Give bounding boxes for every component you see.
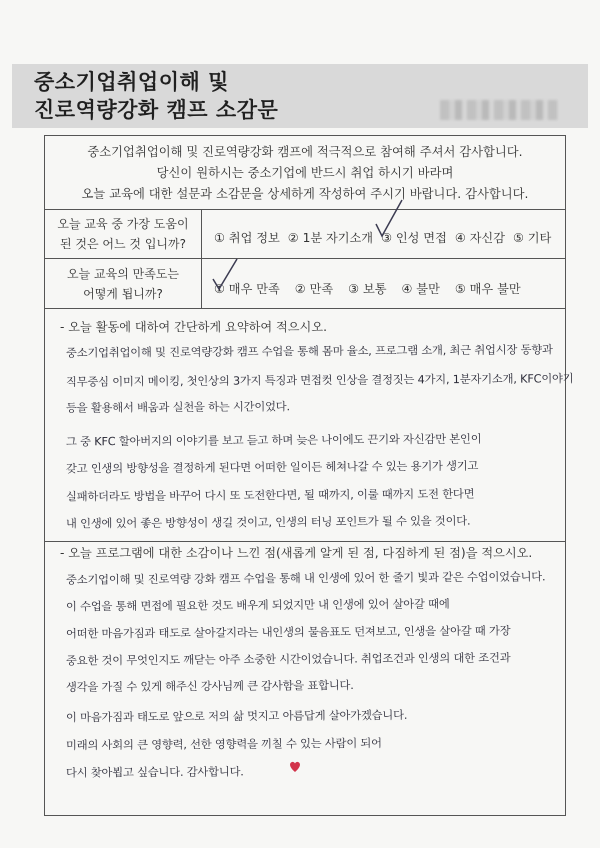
q2-option-4[interactable]: ④ 불만 bbox=[401, 282, 440, 296]
redacted-name-block bbox=[440, 100, 558, 120]
q2-label bbox=[48, 264, 198, 304]
section2-line-2: 이 수업을 통해 면접에 필요한 것도 배우게 되었지만 내 인생에 있어 살아갈 때에 bbox=[65, 597, 450, 614]
q2-label-line-2: 어떻게 됩니까? bbox=[83, 287, 163, 301]
heart-icon bbox=[288, 760, 302, 774]
intro-line-1: 중소기업취업이해 및 진로역량강화 캠프에 적극적으로 참여해 주셔서 감사합니다. bbox=[87, 145, 523, 159]
column-divider bbox=[201, 209, 202, 308]
q2-label-line-1: 오늘 교육의 만족도는 bbox=[67, 267, 179, 281]
divider bbox=[44, 308, 566, 309]
section1-line-7: 내 인생에 있어 좋은 방향성이 생길 것이고, 인생의 터닝 포인트가 될 수 있을 것이다. bbox=[65, 514, 471, 531]
q2-option-2[interactable]: ② 만족 bbox=[294, 282, 334, 296]
section2-line-7: 미래의 사회의 큰 영향력, 선한 영향력을 끼칠 수 있는 사람이 되어 bbox=[65, 736, 382, 753]
section2-title: - 오늘 프로그램에 대한 소감이나 느낀 점(새롭게 알게 된 점, 다짐하게 된 점)을 적으시오. bbox=[60, 546, 533, 560]
section1-title: - 오늘 활동에 대하여 간단하게 요약하여 적으시오. bbox=[60, 320, 327, 334]
title-line-1: 중소기업취업이해 및 bbox=[34, 70, 229, 94]
q1-option-1[interactable]: ① 취업 정보 bbox=[214, 231, 280, 245]
divider bbox=[44, 541, 566, 542]
q1-option-2[interactable]: ② 1분 자기소개 bbox=[287, 231, 374, 245]
q1-label-line-2: 된 것은 어느 것 입니까? bbox=[60, 237, 186, 251]
section2-line-5: 생각을 가질 수 있게 해주신 강사님께 큰 감사함을 표합니다. bbox=[65, 678, 354, 695]
section1-line-3: 등을 활용해서 배움과 실천을 하는 시간이었다. bbox=[65, 400, 290, 415]
section1-line-2: 직무중심 이미지 메이킹, 첫인상의 3가지 특징과 면접컷 인상을 결정짓는 4가지, 1분자기소개, KFC이야기 bbox=[65, 372, 574, 389]
q1-label-line-1: 오늘 교육 중 가장 도움이 bbox=[57, 217, 189, 231]
q2-option-3[interactable]: ③ 보통 bbox=[348, 282, 387, 296]
intro-text bbox=[44, 142, 566, 205]
title-line-2: 진로역량강화 캠프 소감문 bbox=[34, 98, 279, 122]
q1-option-3[interactable]: ③ 인성 면접 bbox=[381, 231, 447, 245]
q2-checkmark-icon bbox=[210, 255, 240, 295]
q2-options bbox=[214, 280, 560, 297]
intro-line-3: 오늘 교육에 대한 설문과 소감문을 상세하게 작성하여 주시기 바랍니다. 감사합니다. bbox=[81, 187, 529, 201]
section1-line-1: 중소기업취업이해 및 진로역량강화 캠프 수업을 통해 몸마 율소, 프로그램 소개, 최근 취업시장 동향과 bbox=[65, 343, 553, 360]
q1-option-5[interactable]: ⑤ 기타 bbox=[512, 231, 552, 245]
q2-option-5[interactable]: ⑤ 매우 불만 bbox=[454, 282, 521, 296]
q1-checkmark-icon bbox=[370, 196, 406, 240]
section2-line-1: 중소기업이해 및 진로역량 강화 캠프 수업을 통해 내 인생에 있어 한 줄기 빛과 같은 수업이었습니다. bbox=[65, 570, 546, 587]
section1-line-5: 갖고 인생의 방향성을 결정하게 된다면 어떠한 일이든 헤쳐나갈 수 있는 용기가 생기고 bbox=[65, 459, 479, 476]
section1-line-4: 그 중 KFC 할아버지의 이야기를 보고 듣고 하며 늦은 나이에도 끈기와 자신감만 본인이 bbox=[65, 432, 482, 449]
q1-label bbox=[48, 214, 198, 254]
section2-line-6: 이 마음가짐과 태도로 앞으로 저의 삶 멋지고 아름답게 살아가겠습니다. bbox=[65, 708, 408, 725]
intro-line-2: 당신이 원하시는 중소기업에 반드시 취업 하시기 바라며 bbox=[156, 166, 454, 180]
section1-line-6: 실패하더라도 방법을 바꾸어 다시 또 도전한다면, 될 때까지, 이룰 때까지 도전 한다면 bbox=[65, 487, 475, 504]
page-title bbox=[34, 68, 278, 124]
q1-option-4[interactable]: ④ 자신감 bbox=[454, 231, 505, 245]
q2-option-1[interactable]: ① 매우 만족 bbox=[214, 282, 280, 296]
divider bbox=[44, 209, 566, 210]
section2-line-3: 어떠한 마음가짐과 태도로 살아갈지라는 내인생의 물음표도 던져보고, 인생을 살아갈 때 가장 bbox=[65, 624, 511, 641]
section2-line-8: 다시 찾아뵙고 싶습니다. 감사합니다. bbox=[65, 765, 244, 780]
section2-line-4: 중요한 것이 무엇인지도 깨닫는 아주 소중한 시간이었습니다. 취업조건과 인생의 대한 조건과 bbox=[65, 651, 511, 668]
divider bbox=[44, 258, 566, 259]
